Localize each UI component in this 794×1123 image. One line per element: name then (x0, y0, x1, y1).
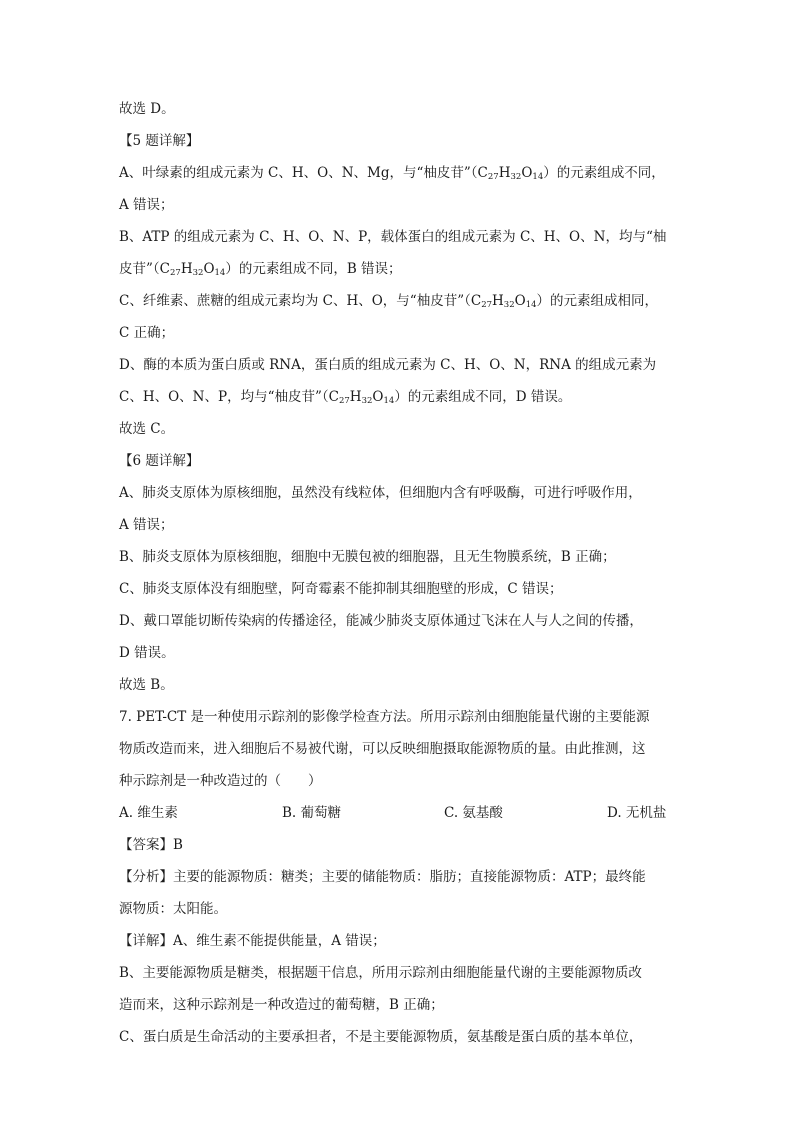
conclusion-line: 故选 B。 (119, 677, 174, 693)
explanation-line: C、H、O、N、P，均与“柚皮苷$”(C_{27}H_{32}O_{14})$的元素组成不同，D 错误。 (119, 389, 572, 406)
option-b: B. 葡萄糖 (282, 805, 342, 821)
detail-line: C、蛋白质是生命活动的主要承担者，不是主要能源物质，氨基酸是蛋白质的基本单位， (119, 1029, 643, 1045)
explanation-line: A、叶绿素的组成元素为 C、H、O、N、Mg，与“柚皮苷$”(C_{27}H_{32}O_{14})$的元素组成不同， (119, 165, 665, 182)
conclusion-line: 故选 D。 (119, 101, 175, 117)
question-stem: 7. PET-CT 是一种使用示踪剂的影像学检查方法。所用示踪剂由细胞能量代谢的主要能源 (119, 709, 650, 725)
explanation-line: B、肺炎支原体为原核细胞，细胞中无膜包被的细胞器，且无生物膜系统，B 正确； (119, 549, 616, 565)
explanation-line: D、酶的本质为蛋白质或 RNA，蛋白质的组成元素为 C、H、O、N，RNA 的组成元素为 (119, 357, 657, 373)
explanation-line: A、肺炎支原体为原核细胞，虽然没有线粒体，但细胞内含有呼吸酶，可进行呼吸作用， (119, 485, 642, 501)
question-stem: 物质改造而来，进入细胞后不易被代谢，可以反映细胞摄取能源物质的量。由此推测，这 (119, 741, 646, 757)
explanation-line: C 正确； (119, 325, 175, 341)
detail-line: B、主要能源物质是糖类，根据题干信息，所用示踪剂由细胞能量代谢的主要能源物质改 (119, 965, 642, 981)
section-heading-6: 【6 题详解】 (119, 453, 200, 469)
answer-line: 【答案】B (119, 837, 183, 853)
section-heading-5: 【5 题详解】 (119, 133, 200, 149)
explanation-line: C、纤维素、蔗糖的组成元素均为 C、H、O，与“柚皮苷$”(C_{27}H_{32}O_{14})$的元素组成相同， (119, 293, 659, 310)
option-a: A. 维生素 (119, 805, 178, 821)
chemical-formula: $C_{27}H_{32}O_{14}$ (477, 165, 544, 182)
chemical-formula: $C_{27}H_{32}O_{14}$ (470, 293, 537, 310)
explanation-line: A 错误； (119, 197, 174, 213)
analysis-line: 源物质：太阳能。 (119, 901, 227, 917)
option-c: C. 氨基酸 (444, 805, 503, 821)
analysis-line: 【分析】主要的能源物质：糖类；主要的储能物质：脂肪；直接能源物质：ATP；最终能 (119, 869, 646, 885)
explanation-line: A 错误； (119, 517, 174, 533)
explanation-line: 皮苷$”(C_{27}H_{32}O_{14})$的元素组成不同，B 错误； (119, 261, 402, 278)
option-d: D. 无机盐 (607, 805, 667, 821)
explanation-line: D 错误。 (119, 645, 175, 661)
explanation-line: C、肺炎支原体没有细胞壁，阿奇霉素不能抑制其细胞壁的形成，C 错误； (119, 581, 563, 597)
detail-line: 【详解】A、维生素不能提供能量，A 错误； (119, 933, 386, 949)
chemical-formula: $C_{27}H_{32}O_{14}$ (328, 389, 395, 406)
explanation-line: B、ATP 的组成元素为 C、H、O、N、P，载体蛋白的组成元素为 C、H、O、N，均与“柚 (119, 229, 667, 245)
conclusion-line: 故选 C。 (119, 421, 175, 437)
question-stem: 种示踪剂是一种改造过的（ ） (119, 773, 322, 789)
chemical-formula: $C_{27}H_{32}O_{14}$ (159, 261, 226, 278)
explanation-line: D、戴口罩能切断传染病的传播途径，能减少肺炎支原体通过飞沫在人与人之间的传播， (119, 613, 643, 629)
detail-line: 造而来，这种示踪剂是一种改造过的葡萄糖，B 正确； (119, 997, 444, 1013)
